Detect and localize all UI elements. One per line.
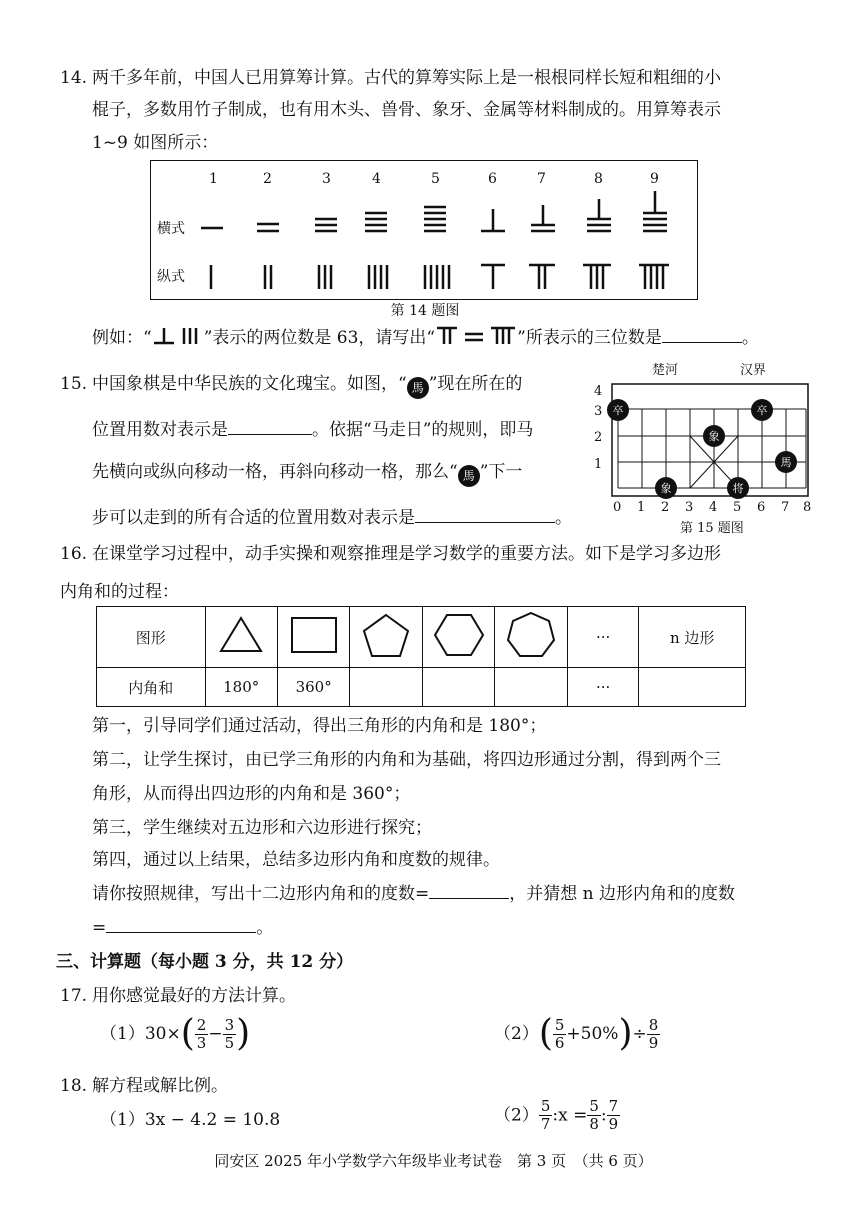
- digit-label: 3: [322, 171, 331, 187]
- table-header-angle-sum: 内角和: [97, 668, 206, 707]
- q14-line2: 棍子，多数用竹子制成，也有用木头、兽骨、象牙、金属等材料制成的。用算筹表示: [92, 100, 721, 120]
- triangle-icon: [217, 615, 265, 655]
- q14-number: 14.: [60, 68, 88, 88]
- heptagon-icon: [505, 611, 557, 659]
- pentagon-icon: [360, 612, 412, 658]
- page-footer: 同安区 2025 年小学数学六年级毕业考试卷 第 3 页 （共 6 页）: [214, 1152, 653, 1170]
- angle-sum-ellipsis: ···: [567, 668, 639, 707]
- answer-blank-q15b[interactable]: [415, 504, 555, 523]
- q16-ask: [92, 880, 735, 906]
- fraction: $\frac{5}{8}$: [589, 1097, 599, 1133]
- part-label: （1）: [100, 1024, 145, 1044]
- q16-ask-text: ，并猜想 n 边形内角和的度数: [509, 884, 736, 904]
- polygon-table: [96, 606, 746, 707]
- q16-ask-text: =: [92, 918, 107, 938]
- piece-label: 象: [660, 482, 672, 495]
- hexagon-icon: [432, 612, 486, 658]
- q15-line3: [92, 460, 522, 487]
- fraction: $\frac{7}{9}$: [608, 1097, 619, 1133]
- x-label: 5: [733, 500, 742, 515]
- horse-piece-icon: 馬: [407, 377, 429, 399]
- q15-text: ”现在所在的: [428, 374, 523, 394]
- piece-label: 将: [732, 482, 744, 495]
- x-label: 8: [803, 500, 812, 515]
- y-label: 3: [594, 404, 603, 419]
- x-label: 0: [613, 500, 622, 515]
- fraction: $\frac{5}{6}$: [554, 1015, 565, 1052]
- piece-label: 卒: [756, 404, 768, 417]
- q15-number: 15.: [60, 374, 88, 394]
- example-text-a: 例如：“: [92, 328, 152, 348]
- operator: :x =: [552, 1105, 588, 1126]
- horse-piece-icon: 馬: [458, 465, 480, 487]
- digit-label: 9: [650, 171, 659, 187]
- q15-text: ”下一: [479, 462, 523, 482]
- q16-step4: 第四，通过以上结果，总结多边形内角和度数的规律。: [92, 850, 500, 870]
- river-label-left: 楚河: [652, 363, 679, 378]
- operator: +50%: [566, 1024, 619, 1044]
- row-label-vertical: 纵式: [157, 269, 185, 285]
- q16-ask-text: 请你按照规律，写出十二边形内角和的度数=: [92, 884, 430, 904]
- x-label: 6: [757, 500, 766, 515]
- q14-line1: 两千多年前，中国人已用算筹计算。古代的算筹实际上是一根根同样长短和粗细的小: [92, 68, 721, 88]
- cell-ellipsis: ···: [567, 607, 639, 668]
- table-header-shape: 图形: [97, 607, 206, 668]
- q16-number: 16.: [60, 544, 88, 564]
- angle-sum-hexagon[interactable]: [422, 668, 495, 707]
- digit-label: 1: [209, 171, 218, 187]
- part-label: （2）: [494, 1024, 539, 1044]
- row-label-horizontal: 横式: [157, 221, 185, 237]
- q15-caption: 第 15 题图: [680, 521, 744, 536]
- q14-line3: 1~9 如图所示：: [92, 133, 219, 153]
- q16-line2: 内角和的过程：: [60, 582, 179, 602]
- q15-text: 先横向或纵向移动一格，再斜向移动一格，那么“: [92, 462, 458, 482]
- y-label: 1: [594, 457, 603, 472]
- period: 。: [256, 918, 274, 938]
- rods-63-icon: [152, 326, 204, 346]
- cell-n-gon: n 边形: [639, 607, 746, 668]
- cell-square: [277, 607, 349, 668]
- digit-label: 2: [263, 171, 272, 187]
- period: 。: [555, 508, 572, 528]
- answer-blank-q16a[interactable]: [429, 880, 509, 899]
- answer-blank-q15a[interactable]: [228, 416, 312, 435]
- digit-label: 7: [537, 171, 546, 187]
- q18-part2: [494, 1098, 620, 1142]
- square-icon: [288, 615, 340, 655]
- example-text-b: ”表示的两位数是 63，请写出“: [203, 328, 436, 348]
- answer-blank-q14[interactable]: [662, 324, 742, 343]
- equation: 3x − 4.2 = 10.8: [144, 1110, 281, 1130]
- counting-rods-figure: [150, 160, 698, 300]
- angle-sum-square: 360°: [277, 668, 349, 707]
- part-label: （2）: [494, 1105, 539, 1126]
- q16-step1: 第一，引导同学们通过活动，得出三角形的内角和是 180°；: [92, 716, 547, 736]
- q17-number: 17.: [60, 986, 88, 1006]
- rods-three-digit-icon: [435, 326, 517, 346]
- q18-part1: [100, 1108, 280, 1132]
- chess-board-figure: [592, 358, 822, 538]
- q15-text: 位置用数对表示是: [92, 420, 228, 440]
- piece-label: 卒: [612, 404, 624, 417]
- q16-line1: 在课堂学习过程中，动手实操和观察推理是学习数学的重要方法。如下是学习多边形: [92, 544, 721, 564]
- angle-sum-pentagon[interactable]: [350, 668, 422, 707]
- q17-part1: （1）30×( $\frac{2}{3}$ − $\frac{3}{5}$ ): [100, 1013, 251, 1054]
- operator: ÷: [632, 1024, 647, 1044]
- x-label: 2: [661, 500, 670, 515]
- q18-text: 解方程或解比例。: [92, 1076, 228, 1096]
- fraction: $\frac{3}{5}$: [224, 1015, 235, 1052]
- q16-ask-2: [92, 914, 273, 940]
- cell-hexagon: [422, 607, 495, 668]
- vertical-rods: [211, 265, 669, 289]
- q17-text: 用你感觉最好的方法计算。: [92, 986, 296, 1006]
- piece-label: 象: [708, 430, 720, 443]
- cell-heptagon: [495, 607, 567, 668]
- section3-title: 三、计算题（每小题 3 分，共 12 分）: [56, 952, 354, 972]
- digit-label: 6: [488, 171, 497, 187]
- fraction: $\frac{5}{7}$: [540, 1097, 551, 1133]
- q15-text: 。依据“马走日”的规则，即马: [312, 420, 534, 440]
- angle-sum-triangle: 180°: [205, 668, 277, 707]
- digit-label: 5: [431, 171, 440, 187]
- x-label: 4: [709, 500, 718, 515]
- q17-part2: （2）( $\frac{5}{6}$ +50%)÷ $\frac{8}{9}$: [494, 1013, 659, 1054]
- example-text-c: ”所表示的三位数是: [517, 328, 662, 348]
- answer-blank-q16b[interactable]: [106, 914, 256, 933]
- q18-number: 18.: [60, 1076, 88, 1096]
- q15-text: 步可以走到的所有合适的位置用数对表示是: [92, 508, 415, 528]
- operator: :: [600, 1105, 607, 1126]
- x-label: 3: [685, 500, 694, 515]
- digit-label: 4: [372, 171, 381, 187]
- cell-pentagon: [350, 607, 422, 668]
- y-label: 2: [594, 430, 603, 445]
- horizontal-rods: [201, 191, 667, 231]
- q15-line1: [92, 372, 522, 399]
- x-label: 1: [637, 500, 646, 515]
- fraction: $\frac{8}{9}$: [648, 1015, 659, 1052]
- piece-label: 馬: [780, 456, 792, 469]
- q15-text: 中国象棋是中华民族的文化瑰宝。如图，“: [92, 374, 407, 394]
- part-label: （1）: [100, 1110, 145, 1130]
- period: 。: [741, 328, 759, 348]
- angle-sum-n-gon[interactable]: [639, 668, 746, 707]
- expression: 30×: [144, 1024, 181, 1044]
- q14-example: [92, 324, 759, 350]
- cell-triangle: [205, 607, 277, 668]
- q16-step2a: 第二，让学生探讨，由已学三角形的内角和为基础，将四边形通过分割，得到两个三: [92, 750, 721, 770]
- y-label: 4: [594, 384, 603, 399]
- q14-caption: 第 14 题图: [390, 303, 460, 319]
- q15-line4: [92, 504, 572, 530]
- fraction: $\frac{2}{3}$: [196, 1015, 207, 1052]
- counting-rods-svg: [151, 161, 697, 299]
- q16-step3: 第三，学生继续对五边形和六边形进行探究；: [92, 818, 432, 838]
- q16-step2b: 角形，从而得出四边形的内角和是 360°；: [92, 784, 411, 804]
- river-label-right: 汉界: [740, 363, 767, 378]
- x-label: 7: [781, 500, 790, 515]
- q15-line2: [92, 416, 533, 442]
- angle-sum-heptagon[interactable]: [495, 668, 567, 707]
- operator: −: [208, 1024, 223, 1044]
- digit-label: 8: [594, 171, 603, 187]
